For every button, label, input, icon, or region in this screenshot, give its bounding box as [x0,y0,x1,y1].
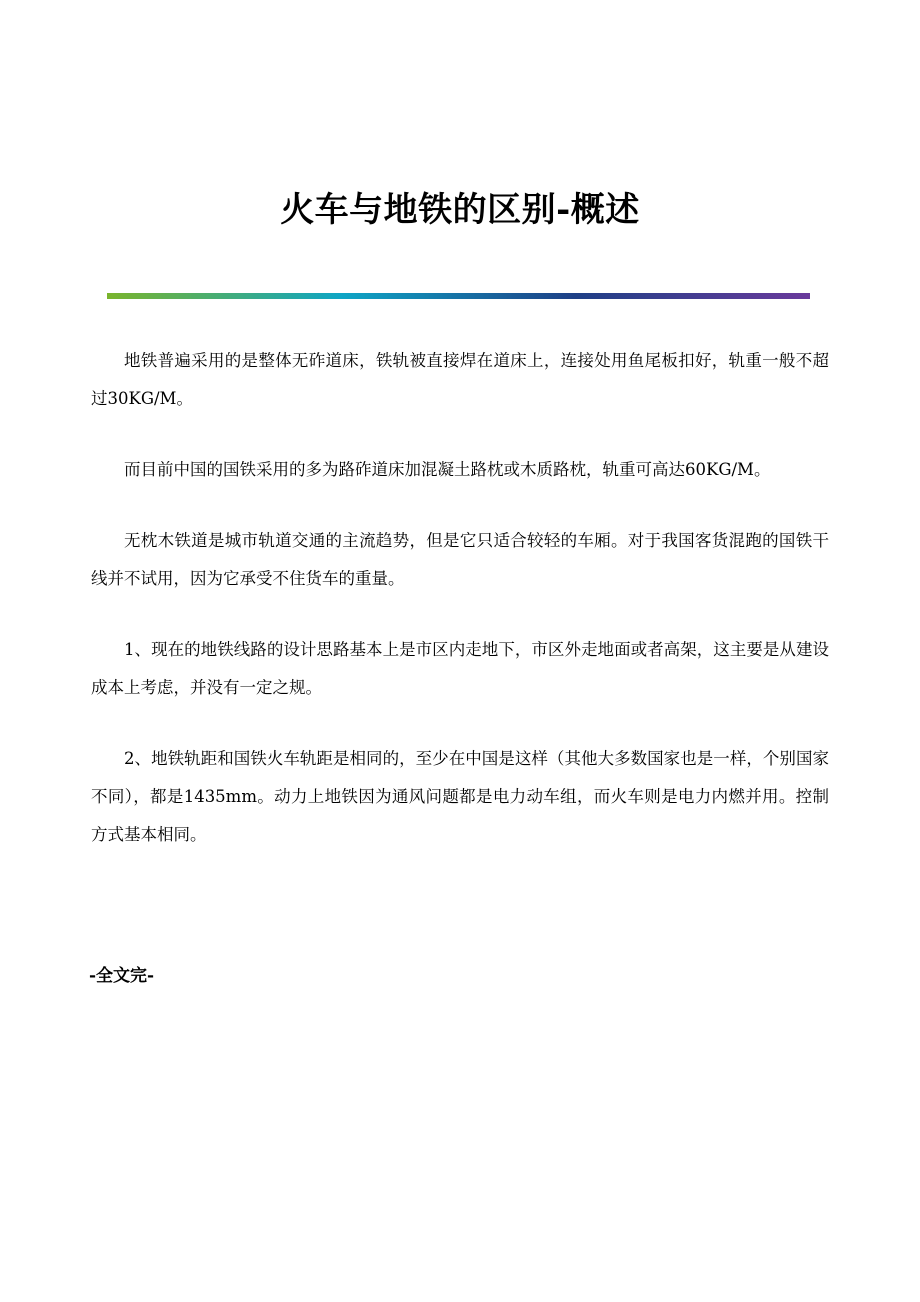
paragraph: 2、地铁轨距和国铁火车轨距是相同的，至少在中国是这样（其他大多数国家也是一样，个别国家不同），都是1435mm。动力上地铁因为通风问题都是电力动车组，而火车则是电力内燃并用。控制方式基本相同。 [91,749,829,844]
document-title: 火车与地铁的区别-概述 [280,190,640,230]
title-divider [107,293,810,299]
paragraph: 而目前中国的国铁采用的多为路砟道床加混凝土路枕或木质路枕，轨重可高达60KG/M。 [124,460,771,479]
paragraph: 地铁普遍采用的是整体无砟道床，铁轨被直接焊在道床上，连接处用鱼尾板扣好，轨重一般不超过30KG/M。 [91,351,829,408]
paragraph: 1、现在的地铁线路的设计思路基本上是市区内走地下，市区外走地面或者高架，这主要是从建设成本上考虑，并没有一定之规。 [91,640,829,697]
end-mark: -全文完- [89,966,155,986]
document-body [91,342,829,887]
paragraph: 无枕木铁道是城市轨道交通的主流趋势，但是它只适合较轻的车厢。对于我国客货混跑的国铁干线并不试用，因为它承受不住货车的重量。 [91,531,829,588]
